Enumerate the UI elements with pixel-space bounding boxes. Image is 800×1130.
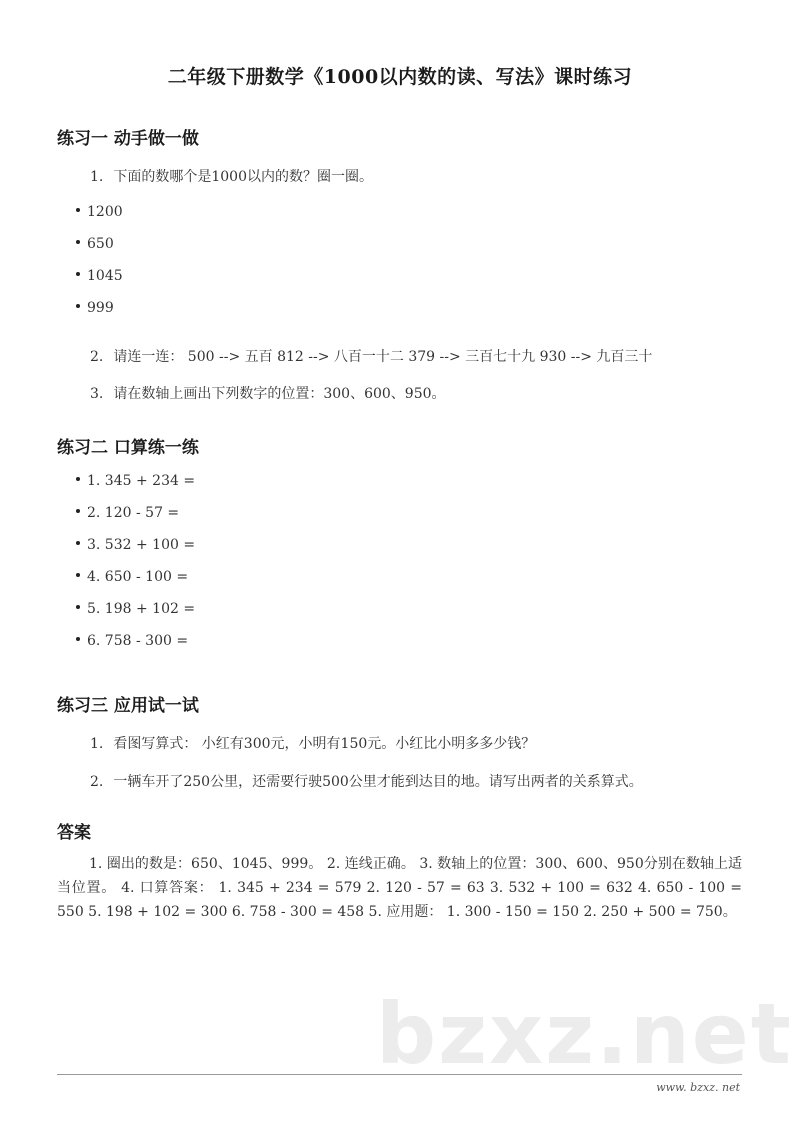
list-item: 1. 345 + 234 = (76, 473, 195, 489)
question-number: 3. (90, 386, 104, 402)
question-1-2 (90, 346, 652, 366)
question-text: 一辆车开了250公里，还需要行驶500公里才能到达目的地。请写出两者的关系算式。 (113, 774, 643, 790)
question-number: 2. (90, 774, 104, 790)
question-1-3 (90, 383, 446, 403)
list-item: 3. 532 + 100 = (76, 537, 195, 553)
question-number: 1. (90, 736, 104, 752)
question-1-1 (90, 166, 373, 186)
list-item: 999 (76, 300, 114, 316)
question-3-2 (90, 771, 643, 791)
footer-url: www. bzxz. net (656, 1081, 740, 1094)
question-number: 1. (90, 169, 104, 185)
section-heading-answers: 答案 (57, 823, 91, 843)
question-text: 请连一连： 500 --> 五百 812 --> 八百一十二 379 --> 三百七十九 930 --> 九百三十 (113, 349, 653, 365)
list-item: 2. 120 - 57 = (76, 505, 179, 521)
section-heading-3: 练习三 应用试一试 (57, 696, 199, 716)
footer-divider (57, 1074, 742, 1075)
list-item: 1045 (76, 268, 123, 284)
section-heading-2: 练习二 口算练一练 (57, 438, 199, 458)
section-heading-1: 练习一 动手做一做 (57, 129, 199, 149)
list-item: 1200 (76, 204, 123, 220)
list-item: 4. 650 - 100 = (76, 569, 188, 585)
answer-paragraph: 1. 圈出的数是：650、1045、999。 2. 连线正确。 3. 数轴上的位置：300、600、950分别在数轴上适当位置。 4. 口算答案： 1. 345 + 234 = 579 2. 120 - 57 = 63 3. 532 + 100 = 632 4. 650 - 100 = 550 5. 198 + 102 = 300 6. 758 - 300 = 458 5. 应用题： 1. 300 - 150 = 150 2. 250 + 500 = 750。 (57, 856, 742, 920)
list-item: 5. 198 + 102 = (76, 601, 195, 617)
question-text: 请在数轴上画出下列数字的位置：300、600、950。 (113, 386, 446, 402)
watermark: bzxz.net (376, 985, 793, 1083)
question-3-1 (90, 733, 535, 753)
question-text: 下面的数哪个是1000以内的数？圈一圈。 (113, 169, 373, 185)
list-item: 650 (76, 236, 114, 252)
question-text: 看图写算式： 小红有300元，小明有150元。小红比小明多多少钱？ (113, 736, 536, 752)
list-item: 6. 758 - 300 = (76, 633, 188, 649)
page-title: 二年级下册数学《1000以内数的读、写法》课时练习 (167, 66, 633, 88)
question-number: 2. (90, 349, 104, 365)
